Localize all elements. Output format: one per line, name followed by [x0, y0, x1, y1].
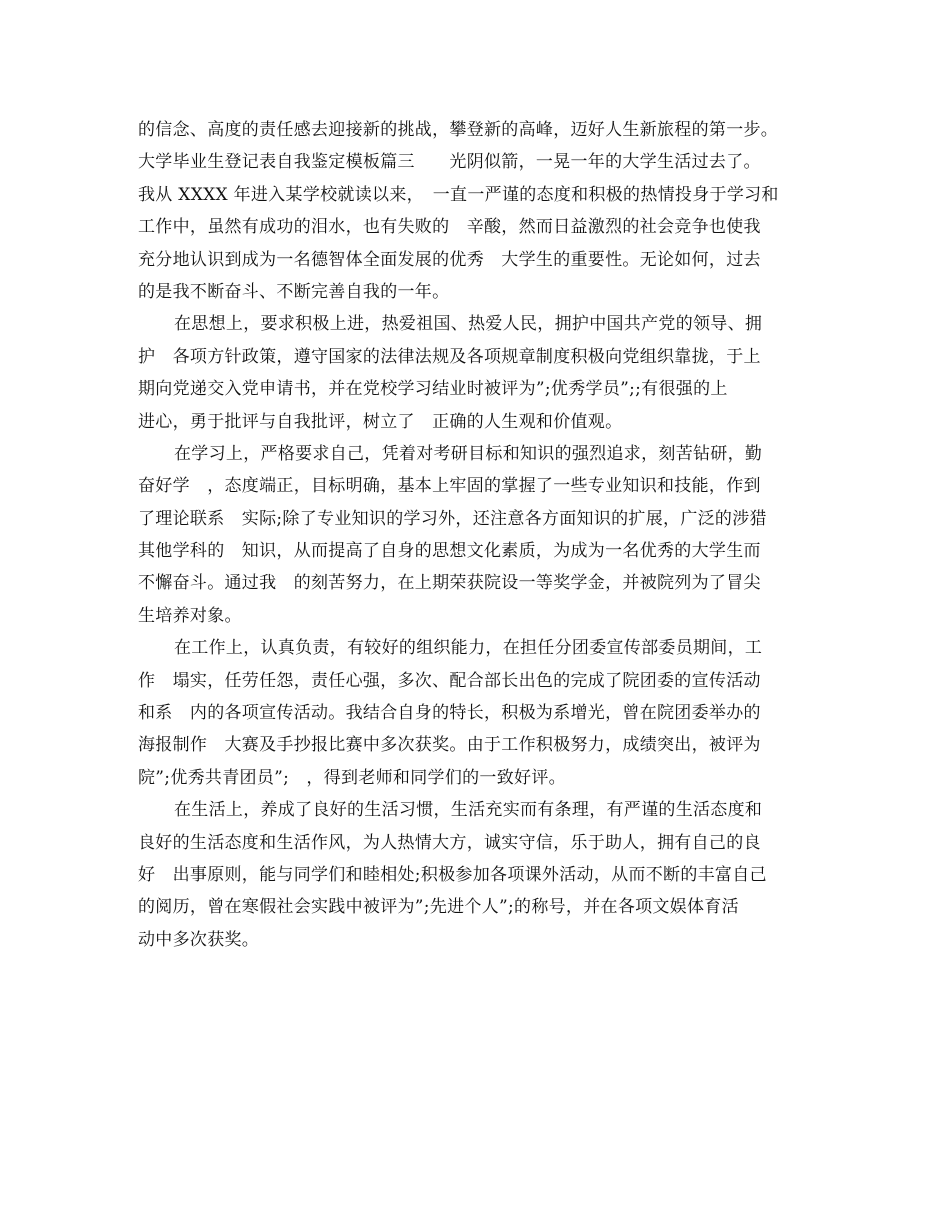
text-line: 的信念、高度的责任感去迎接新的挑战，攀登新的高峰，迈好人生新旅程的第一步。	[138, 120, 779, 140]
text-line: 动中多次获奖。	[138, 929, 260, 950]
document-body	[138, 114, 818, 956]
text-line: 其他学科的 知识，从而提高了自身的思想文化素质，为成为一名优秀的大学生而	[138, 541, 761, 562]
text-line: 好 出事原则，能与同学们和睦相处;积极参加各项课外活动，从而不断的丰富自己	[138, 864, 767, 885]
text-line: 大学毕业生登记表自我鉴定模板篇三 光阴似箭，一晃一年的大学生活过去了。	[138, 152, 761, 173]
text-line: 我从 XXXX 年进入某学校就读以来， 一直一严谨的态度和积极的热情投身于学习和	[138, 184, 779, 205]
text-line: 的阅历，曾在寒假社会实践中被评为”;先进个人”;的称号，并在各项文娱体育活	[138, 897, 739, 918]
text-line: 工作中，虽然有成功的泪水，也有失败的 辛酸，然而日益激烈的社会竞争也使我	[138, 217, 761, 238]
paragraph-first-line: 在工作上，认真负责，有较好的组织能力，在担任分团委宣传部委员期间，工	[174, 638, 763, 659]
paragraph-first-line: 在思想上，要求积极上进，热爱祖国、热爱人民，拥护中国共产党的领导、拥	[174, 314, 763, 335]
text-line: 奋好学 ，态度端正，目标明确，基本上牢固的掌握了一些专业知识和技能，作到	[138, 476, 761, 497]
text-line: 不懈奋斗。通过我 的刻苦努力，在上期荣获院设一等奖学金，并被院列为了冒尖	[138, 573, 761, 594]
paragraph-first-line: 在生活上，养成了良好的生活习惯，生活充实而有条理，有严谨的生活态度和	[174, 800, 763, 821]
paragraph-first-line: 在学习上，严格要求自己，凭着对考研目标和知识的强烈追求，刻苦钻研，勤	[174, 443, 763, 464]
text-line: 作 塌实，任劳任怨，责任心强，多次、配合部长出色的完成了院团委的宣传活动	[138, 670, 761, 691]
text-line: 海报制作 大赛及手抄报比赛中多次获奖。由于工作积极努力，成绩突出，被评为	[138, 735, 761, 756]
text-line: 院”;优秀共青团员”; ，得到老师和同学们的一致好评。	[138, 767, 566, 788]
text-line: 和系 内的各项宣传活动。我结合自身的特长，积极为系增光，曾在院团委举办的	[138, 703, 761, 724]
text-line: 了理论联系 实际;除了专业知识的学习外，还注意各方面知识的扩展，广泛的涉猎	[138, 508, 767, 529]
text-line: 良好的生活态度和生活作风，为人热情大方，诚实守信，乐于助人，拥有自己的良	[138, 832, 761, 853]
text-line: 进心，勇于批评与自我批评，树立了 正确的人生观和价值观。	[138, 411, 623, 432]
text-line: 期向党递交入党申请书，并在党校学习结业时被评为”;优秀学员”;;有很强的上	[138, 379, 728, 400]
text-line: 的是我不断奋斗、不断完善自我的一年。	[138, 281, 450, 302]
text-line: 充分地认识到成为一名德智体全面发展的优秀 大学生的重要性。无论如何，过去	[138, 249, 761, 270]
text-line: 生培养对象。	[138, 605, 242, 626]
text-line: 护 各项方针政策，遵守国家的法律法规及各项规章制度积极向党组织靠拢，于上	[138, 346, 761, 367]
